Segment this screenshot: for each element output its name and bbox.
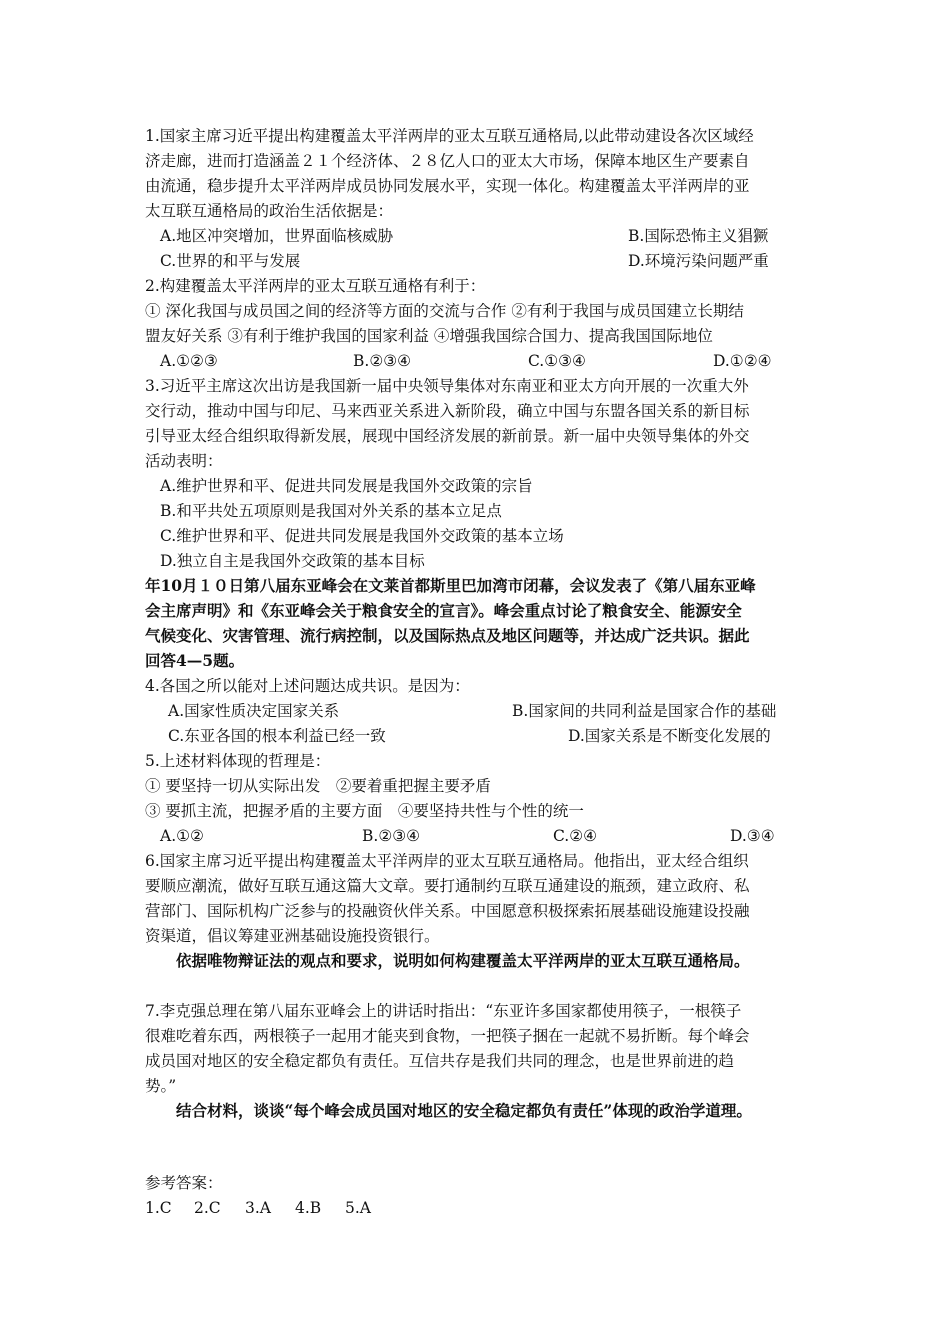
q1-option-d: D.环境污染问题严重 bbox=[628, 252, 769, 270]
material-line-2: 会主席声明》和《东亚峰会关于粮食安全的宣言》。峰会重点讨论了粮食安全、能源安全 bbox=[145, 601, 742, 620]
q3-option-b: B.和平共处五项原则是我国对外关系的基本立足点 bbox=[160, 502, 502, 520]
q7-stem-line-1: 7.李克强总理在第八届东亚峰会上的讲话时指出：“东亚许多国家都使用筷子，一根筷子 bbox=[145, 1002, 742, 1020]
q5-stem: 5.上述材料体现的哲理是： bbox=[145, 752, 331, 770]
q5-statements-line-1: ① 要坚持一切从实际出发 ②要着重把握主要矛盾 bbox=[145, 777, 491, 795]
q1-stem-line-1: 1.国家主席习近平提出构建覆盖太平洋两岸的亚太互联互通格局,以此带动建设各次区域经 bbox=[145, 127, 754, 145]
q5-option-d: D.③④ bbox=[730, 827, 775, 845]
q5-statements-line-2: ③ 要抓主流，把握矛盾的主要方面 ④要坚持共性与个性的统一 bbox=[145, 802, 584, 820]
material-line-1: 年10月１０日第八届东亚峰会在文莱首都斯里巴加湾市闭幕，会议发表了《第八届东亚峰 bbox=[145, 576, 756, 595]
q2-option-d: D.①②④ bbox=[713, 352, 772, 370]
q6-stem-line-3: 营部门、国际机构广泛参与的投融资伙伴关系。中国愿意积极探索拓展基础设施建设投融 bbox=[145, 902, 750, 920]
q1-stem-line-2: 济走廊，进而打造涵盖２１个经济体、２８亿人口的亚太大市场，保障本地区生产要素自 bbox=[145, 152, 750, 170]
q2-stem-line-1: 2.构建覆盖太平洋两岸的亚太互联互通格有利于： bbox=[145, 277, 486, 295]
material-line-4: 回答4—5题。 bbox=[145, 651, 245, 670]
q4-option-d: D.国家关系是不断变化发展的 bbox=[568, 727, 771, 745]
q7-stem-line-3: 成员国对地区的安全稳定都负有责任。互信共存是我们共同的理念，也是世界前进的趋 bbox=[145, 1052, 735, 1070]
q3-stem-line-2: 交行动，推动中国与印尼、马来西亚关系进入新阶段，确立中国与东盟各国关系的新目标 bbox=[145, 402, 750, 420]
q4-option-c: C.东亚各国的根本利益已经一致 bbox=[168, 727, 386, 745]
q2-option-c: C.①③④ bbox=[528, 352, 586, 370]
q6-stem-line-1: 6.国家主席习近平提出构建覆盖太平洋两岸的亚太互联互通格局。他指出，亚太经合组织 bbox=[145, 852, 749, 870]
q3-stem-line-3: 引导亚太经合组织取得新发展，展现中国经济发展的新前景。新一届中央领导集体的外交 bbox=[145, 427, 750, 445]
q3-option-c: C.维护世界和平、促进共同发展是我国外交政策的基本立场 bbox=[160, 527, 564, 545]
q3-option-d: D.独立自主是我国外交政策的基本目标 bbox=[160, 552, 425, 570]
q4-stem: 4.各国之所以能对上述问题达成共识。是因为： bbox=[145, 677, 470, 695]
q4-option-b: B.国家间的共同利益是国家合作的基础 bbox=[512, 702, 777, 720]
q2-stem-line-3: 盟友好关系 ③有利于维护我国的国家利益 ④增强我国综合国力、提高我国国际地位 bbox=[145, 327, 713, 345]
q5-option-c: C.②④ bbox=[553, 827, 598, 845]
q1-stem-line-3: 由流通，稳步提升太平洋两岸成员协同发展水平，实现一体化。构建覆盖太平洋两岸的亚 bbox=[145, 177, 750, 195]
q3-stem-line-1: 3.习近平主席这次出访是我国新一届中央领导集体对东南亚和亚太方向开展的一次重大外 bbox=[145, 377, 749, 395]
material-line-3: 气候变化、灾害管理、流行病控制，以及国际热点及地区问题等，并达成广泛共识。据此 bbox=[145, 626, 750, 645]
q2-option-a: A.①②③ bbox=[160, 352, 218, 370]
answer-5: 5.A bbox=[345, 1199, 371, 1217]
q7-prompt: 结合材料，谈谈“每个峰会成员国对地区的安全稳定都负有责任”体现的政治学道理。 bbox=[176, 1101, 752, 1120]
q2-option-b: B.②③④ bbox=[353, 352, 412, 370]
q6-stem-line-2: 要顺应潮流，做好互联互通这篇大文章。要打通制约互联互通建设的瓶颈，建立政府、私 bbox=[145, 877, 750, 895]
answers-title: 参考答案： bbox=[145, 1174, 223, 1192]
answer-2: 2.C bbox=[194, 1199, 221, 1217]
q1-option-b: B.国际恐怖主义猖獗 bbox=[628, 227, 769, 245]
q2-stem-line-2: ① 深化我国与成员国之间的经济等方面的交流与合作 ②有利于我国与成员国建立长期结 bbox=[145, 302, 744, 320]
q5-option-b: B.②③④ bbox=[362, 827, 421, 845]
q1-stem-line-4: 太互联互通格局的政治生活依据是： bbox=[145, 202, 394, 220]
q3-stem-line-4: 活动表明： bbox=[145, 452, 223, 470]
answer-3: 3.A bbox=[245, 1199, 271, 1217]
q6-stem-line-4: 资渠道，倡议筹建亚洲基础设施投资银行。 bbox=[145, 927, 440, 945]
q1-option-a: A.地区冲突增加，世界面临核威胁 bbox=[160, 227, 394, 245]
q7-stem-line-4: 势。” bbox=[145, 1077, 177, 1095]
q3-option-a: A.维护世界和平、促进共同发展是我国外交政策的宗旨 bbox=[160, 477, 533, 495]
q7-stem-line-2: 很难吃着东西，两根筷子一起用才能夹到食物，一把筷子捆在一起就不易折断。每个峰会 bbox=[145, 1027, 750, 1045]
q1-option-c: C.世界的和平与发展 bbox=[160, 252, 301, 270]
answer-4: 4.B bbox=[295, 1199, 322, 1217]
answer-1: 1.C bbox=[145, 1199, 172, 1217]
q4-option-a: A.国家性质决定国家关系 bbox=[168, 702, 340, 720]
q6-prompt: 依据唯物辩证法的观点和要求，说明如何构建覆盖太平洋两岸的亚太互联互通格局。 bbox=[176, 951, 750, 970]
q5-option-a: A.①② bbox=[160, 827, 204, 845]
